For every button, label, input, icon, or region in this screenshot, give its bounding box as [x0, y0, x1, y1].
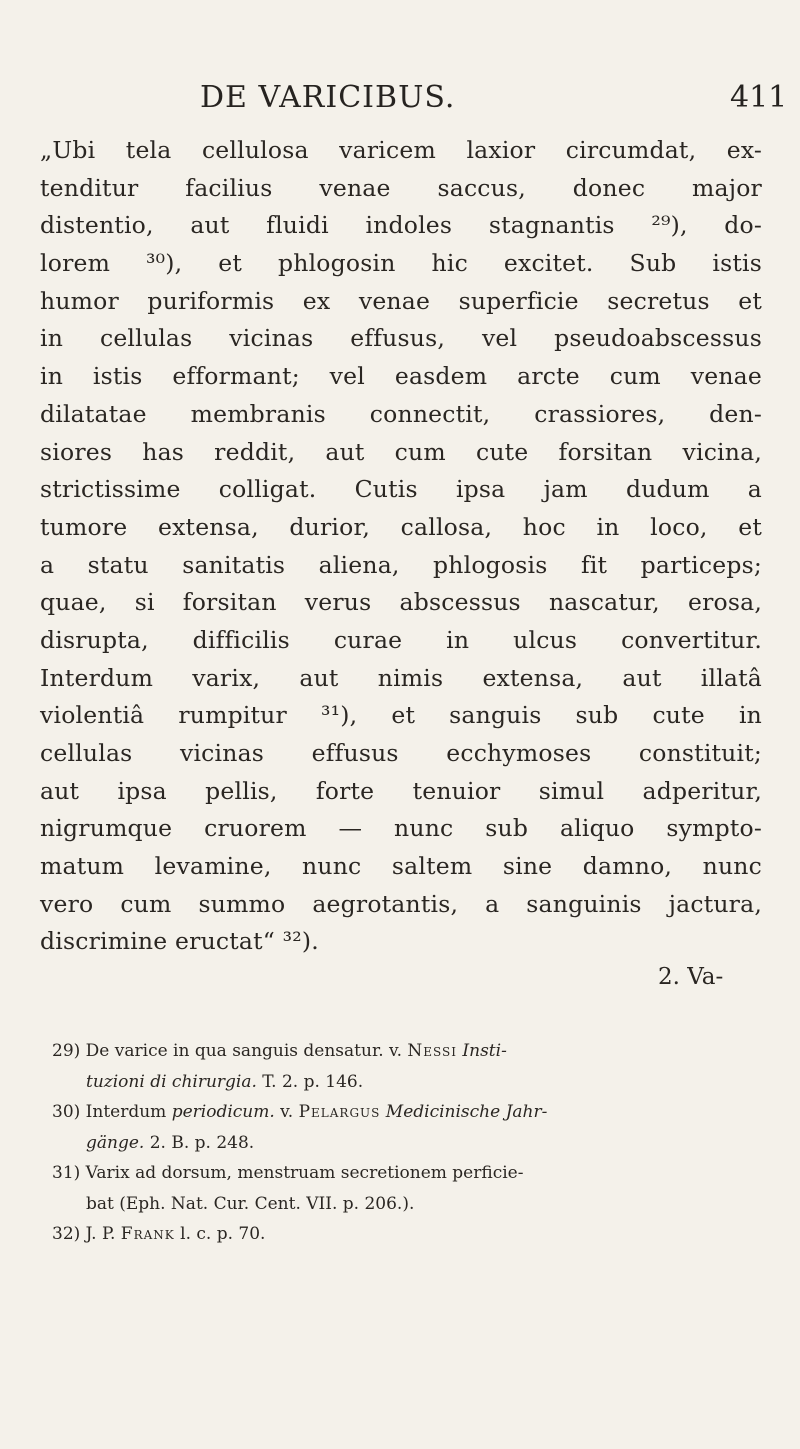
text-line: matum levamine, nunc saltem sine damno, nunc — [40, 852, 762, 881]
footnote-30 — [52, 1097, 752, 1128]
footnote-30-cont — [52, 1128, 752, 1159]
text-line: cellulas vicinas effusus ecchymoses constituit; — [40, 739, 762, 767]
footnote-text: l. c. p. 70. — [174, 1224, 266, 1244]
text-line: vero cum summo aegrotantis, a sanguinis jactura, — [40, 889, 762, 918]
text-line: „Ubi tela cellulosa varicem laxior circumdat, ex- — [40, 136, 762, 164]
text-line: aut ipsa pellis, forte tenuior simul adperitur, — [40, 776, 762, 805]
footnote-32 — [52, 1219, 752, 1250]
text-line: distentio, aut fluidi indoles stagnantis ²⁹), do- — [40, 211, 762, 240]
footnote-29 — [52, 1036, 752, 1067]
footnote-author: Nessi — [407, 1041, 458, 1061]
footnote-text: 2. B. p. 248. — [144, 1132, 255, 1153]
text-line: quae, si forsitan verus abscessus nascatur, erosa, — [40, 588, 762, 617]
footnote-text: bat (Eph. Nat. Cur. Cent. VII. p. 206.). — [86, 1193, 415, 1214]
text-line: humor puriformis ex venae superficie secretus et — [40, 286, 762, 315]
footnote-author: Frank — [120, 1224, 175, 1244]
footnote-text: T. 2. p. 146. — [256, 1071, 364, 1092]
footnote-text: 31) Varix ad dorsum, menstruam secretionem perficie- — [52, 1163, 524, 1183]
footnote-text: v. — [274, 1102, 299, 1122]
text-line: lorem ³⁰), et phlogosin hic excitet. Sub istis — [40, 249, 762, 278]
text-line: Interdum varix, aut nimis extensa, aut illatâ — [40, 663, 762, 692]
footnote-work: Medicinische Jahr- — [385, 1102, 548, 1122]
page-header — [0, 80, 800, 120]
text-line: discrimine eructat“ ³²). — [40, 927, 319, 956]
footnote-work: Insti- — [462, 1041, 507, 1061]
text-line: violentiâ rumpitur ³¹), et sanguis sub cute in — [40, 701, 762, 730]
running-title: DE VARICIBUS. — [200, 80, 456, 115]
footnote-text: 30) Interdum — [52, 1102, 172, 1122]
footnote-text: 32) J. P. — [52, 1224, 121, 1244]
footnote-author: Pelargus — [298, 1102, 381, 1122]
text-line: siores has reddit, aut cum cute forsitan vicina, — [40, 437, 762, 466]
text-line: in cellulas vicinas effusus, vel pseudoabscessus — [40, 324, 762, 353]
text-line: nigrumque cruorem — nunc sub aliquo sympto- — [40, 814, 762, 843]
catchword: 2. Va- — [658, 964, 724, 990]
footnote-work: gänge. — [86, 1132, 145, 1153]
text-line: tumore extensa, durior, callosa, hoc in loco, et — [40, 512, 762, 541]
main-paragraph — [40, 132, 762, 961]
footnote-work: periodicum. — [171, 1102, 275, 1122]
text-line: dilatatae membranis connectit, crassiores, den- — [40, 399, 762, 428]
text-line: a statu sanitatis aliena, phlogosis fit particeps; — [40, 550, 762, 579]
footnote-31-cont — [52, 1189, 752, 1220]
page-number: 411 — [730, 80, 788, 115]
text-line: strictissime colligat. Cutis ipsa jam dudum a — [40, 475, 762, 504]
footnote-work: tuzioni di chirurgia. — [86, 1071, 257, 1092]
footnote-31 — [52, 1158, 752, 1189]
text-line: tenditur facilius venae saccus, donec major — [40, 173, 762, 202]
footnote-29-cont — [52, 1067, 752, 1098]
footnotes — [52, 1036, 752, 1250]
text-line: in istis efformant; vel easdem arcte cum venae — [40, 362, 762, 391]
text-line: disrupta, difficilis curae in ulcus convertitur. — [40, 625, 762, 654]
footnote-text: 29) De varice in qua sanguis densatur. v. — [52, 1041, 408, 1061]
